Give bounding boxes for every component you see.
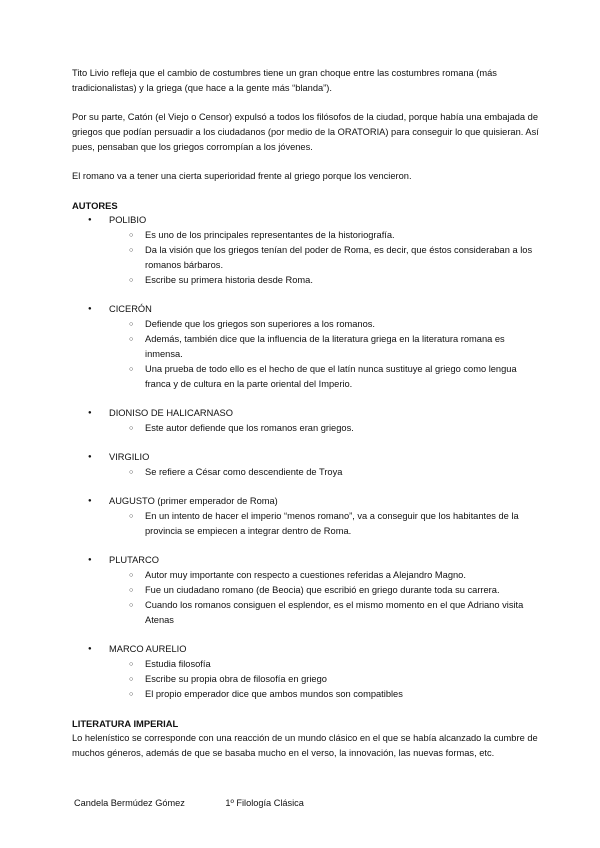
author-name: ● AUGUSTO (primer emperador de Roma) (109, 496, 278, 506)
author-point: ○ El propio emperador dice que ambos mundos son compatibles (109, 687, 542, 702)
intro-paragraph-1: Tito Livio refleja que el cambio de costumbres tiene un gran choque entre las costumbres romana (más tradicionalistas) y la griega (que hace a la gente más “blanda”). (72, 68, 497, 93)
author-item (72, 406, 542, 436)
author-item (72, 213, 542, 288)
author-name: ● CICERÓN (109, 304, 152, 314)
author-name: ● DIONISO DE HALICARNASO (109, 408, 233, 418)
author-item (72, 302, 542, 392)
author-point: ○ Cuando los romanos consiguen el esplendor, es el mismo momento en el que Adriano visita Atenas (109, 598, 542, 628)
author-item (72, 450, 542, 480)
author-points (109, 568, 542, 628)
author-points (109, 228, 542, 288)
footer-author: Candela Bermúdez Gómez (74, 798, 185, 808)
literatura-paragraph: Lo helenístico se corresponde con una reacción de un mundo clásico en el que se había alcanzado la cumbre de muchos géneros, además de que se basaba mucho en el verso, la innovación, las nuevas formas, etc. (72, 733, 538, 758)
document-body (72, 66, 542, 761)
author-point: ○ Da la visión que los griegos tenían del poder de Roma, es decir, que éstos consideraban a los romanos bárbaros. (109, 243, 542, 273)
footer-course: 1º Filología Clásica (225, 798, 304, 808)
author-points (109, 317, 542, 392)
intro-paragraph-3: El romano va a tener una cierta superioridad frente al griego porque los vencieron. (72, 171, 412, 181)
author-point: ○ Autor muy importante con respecto a cuestiones referidas a Alejandro Magno. (109, 568, 542, 583)
literatura-heading: LITERATURA IMPERIAL (72, 718, 179, 729)
author-name: ● VIRGILIO (109, 452, 150, 462)
author-point: ○ Fue un ciudadano romano (de Beocia) que escribió en griego durante toda su carrera. (109, 583, 542, 598)
intro-paragraph-2: Por su parte, Catón (el Viejo o Censor) expulsó a todos los filósofos de la ciudad, porque había una embajada de griegos que podían persuadir a los ciudadanos (por medio de la ORATORIA) para conseguir lo que quisieran. Así pues, pensaban que los griegos corrompían a los jóvenes. (72, 112, 539, 152)
author-points (109, 465, 542, 480)
page-footer (74, 798, 342, 808)
author-name: ● MARCO AURELIO (109, 644, 187, 654)
author-point: ○ Escribe su propia obra de filosofía en griego (109, 672, 542, 687)
author-point: ○ Este autor defiende que los romanos eran griegos. (109, 421, 542, 436)
author-item (72, 494, 542, 539)
author-point: ○ Defiende que los griegos son superiores a los romanos. (109, 317, 542, 332)
author-points (109, 657, 542, 702)
author-item (72, 642, 542, 702)
author-point: ○ En un intento de hacer el imperio “menos romano”, va a conseguir que los habitantes de la provincia se empiecen a integrar dentro de Roma. (109, 509, 542, 539)
author-point: ○ Se refiere a César como descendiente de Troya (109, 465, 542, 480)
author-name: ● POLIBIO (109, 215, 147, 225)
authors-list (72, 213, 542, 702)
author-points (109, 421, 542, 436)
author-name: ● PLUTARCO (109, 555, 159, 565)
author-points (109, 509, 542, 539)
author-point: ○ Es uno de los principales representantes de la historiografía. (109, 228, 542, 243)
author-point: ○ Estudia filosofía (109, 657, 542, 672)
autores-heading: AUTORES (72, 200, 118, 211)
author-point: ○ Escribe su primera historia desde Roma. (109, 273, 542, 288)
author-item (72, 553, 542, 628)
author-point: ○ Además, también dice que la influencia de la literatura griega en la literatura romana es inmensa. (109, 332, 542, 362)
author-point: ○ Una prueba de todo ello es el hecho de que el latín nunca sustituye al griego como lengua franca y de cultura en la parte oriental del Imperio. (109, 362, 542, 392)
